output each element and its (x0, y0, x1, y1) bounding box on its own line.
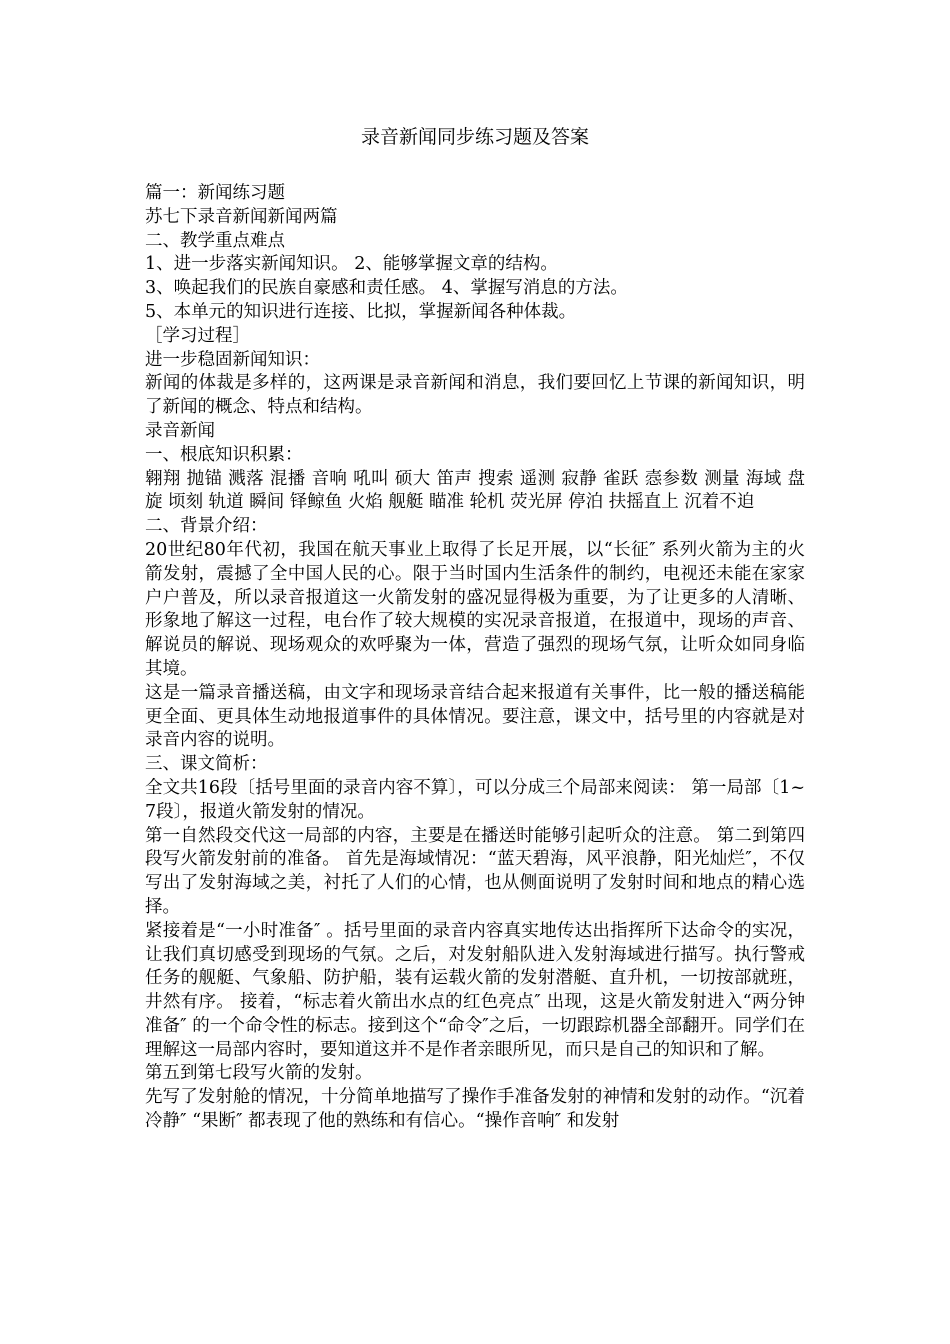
paragraph-1: 篇一：新闻练习题 (145, 183, 285, 203)
paragraph-17: 全文共16段〔括号里面的录音内容不算〕，可以分成三个局部来阅读： 第一局部〔1~7段〕，报道火箭发射的情况。 (145, 777, 805, 822)
paragraph-16: 三、课文简析： (145, 754, 268, 775)
paragraph-6: 5、本单元的知识进行连接、比拟，掌握新闻各种体裁。 (145, 301, 577, 322)
document-page (145, 122, 805, 1134)
paragraph-10: 录音新闻 (145, 420, 215, 441)
paragraph-3: 二、教学重点难点 (145, 230, 285, 251)
paragraph-9: 新闻的体裁是多样的，这两课是录音新闻和消息，我们要回忆上节课的新闻知识，明了新闻的概念、特点和结构。 (145, 373, 805, 418)
paragraph-20: 第五到第七段写火箭的发射。 (145, 1063, 373, 1084)
paragraph-15: 这是一篇录音播送稿，由文字和现场录音结合起来报道有关事件，比一般的播送稿能更全面、更具体生动地报道事件的具体情况。要注意，课文中，括号里的内容就是对录音内容的说明。 (145, 682, 805, 751)
paragraph-7: ［学习过程］ (145, 325, 250, 346)
paragraph-21: 先写了发射舱的情况，十分简单地描写了操作手准备发射的神情和发射的动作。“沉着冷静″ “果断″ 都表现了他的熟练和有信心。“操作音响″ 和发射 (145, 1087, 805, 1132)
paragraph-13: 二、背景介绍： (145, 516, 268, 537)
paragraph-12: 翱翔 抛锚 溅落 混播 音响 吼叫 硕大 笛声 搜索 遥测 寂静 雀跃 悫参数 测量 海域 盘旋 顷刻 轨道 瞬间 铎鲸鱼 火焰 舰艇 瞄准 轮机 荧光屏 停泊 扶摇直上 沉着不迫 (145, 468, 805, 513)
paragraph-19: 紧接着是“一小时准备″ 。括号里面的录音内容真实地传达出指挥所下达命令的实况，让我们真切感受到现场的气氛。之后，对发射船队进入发射海域进行描写。执行警戒任务的舰艇、气象船、防护船，装有运载火箭的发射潜艇、直升机，一切按部就班，井然有序。 接着，“标志着火箭出水点的红色亮点″ 出现，这是火箭发射进入“两分钟准备″ 的一个命令性的标志。接到这个“命令″之后，一切跟踪机器全部翻开。同学们在理解这一局部内容时，要知道这并不是作者亲眼所见，而只是自己的知识和了解。 (145, 920, 805, 1060)
paragraph-11: 一、根底知识积累： (145, 444, 303, 465)
paragraph-18: 第一自然段交代这一局部的内容，主要是在播送时能够引起听众的注意。 第二到第四段写火箭发射前的准备。 首先是海域情况：“蓝天碧海，风平浪静，阳光灿烂″，不仅写出了发射海域之美，衬托了人们的心情，也从侧面说明了发射时间和地点的精心选择。 (145, 825, 805, 917)
paragraph-2: 苏七下录音新闻新闻两篇 (145, 206, 338, 227)
paragraph-4: 1、进一步落实新闻知识。 2、能够掌握文章的结构。 (145, 254, 558, 275)
paragraph-8: 进一步稳固新闻知识： (145, 349, 320, 370)
paragraph-5: 3、唤起我们的民族自豪感和责任感。 4、掌握写消息的方法。 (145, 278, 628, 299)
paragraph-14: 20世纪80年代初，我国在航天事业上取得了长足开展，以“长征″ 系列火箭为主的火箭发射，震撼了全中国人民的心。限于当时国内生活条件的制约，电视还未能在家家户户普及，所以录音报道这一火箭发射的盛况显得极为重要，为了让更多的人清晰、形象地了解这一过程，电台作了较大规模的实况录音报道，在报道中，现场的声音、解说员的解说、现场观众的欢呼聚为一体，营造了强烈的现场气氛，让听众如同身临其境。 (145, 539, 805, 679)
document-title: 录音新闻同步练习题及答案 (360, 126, 589, 148)
